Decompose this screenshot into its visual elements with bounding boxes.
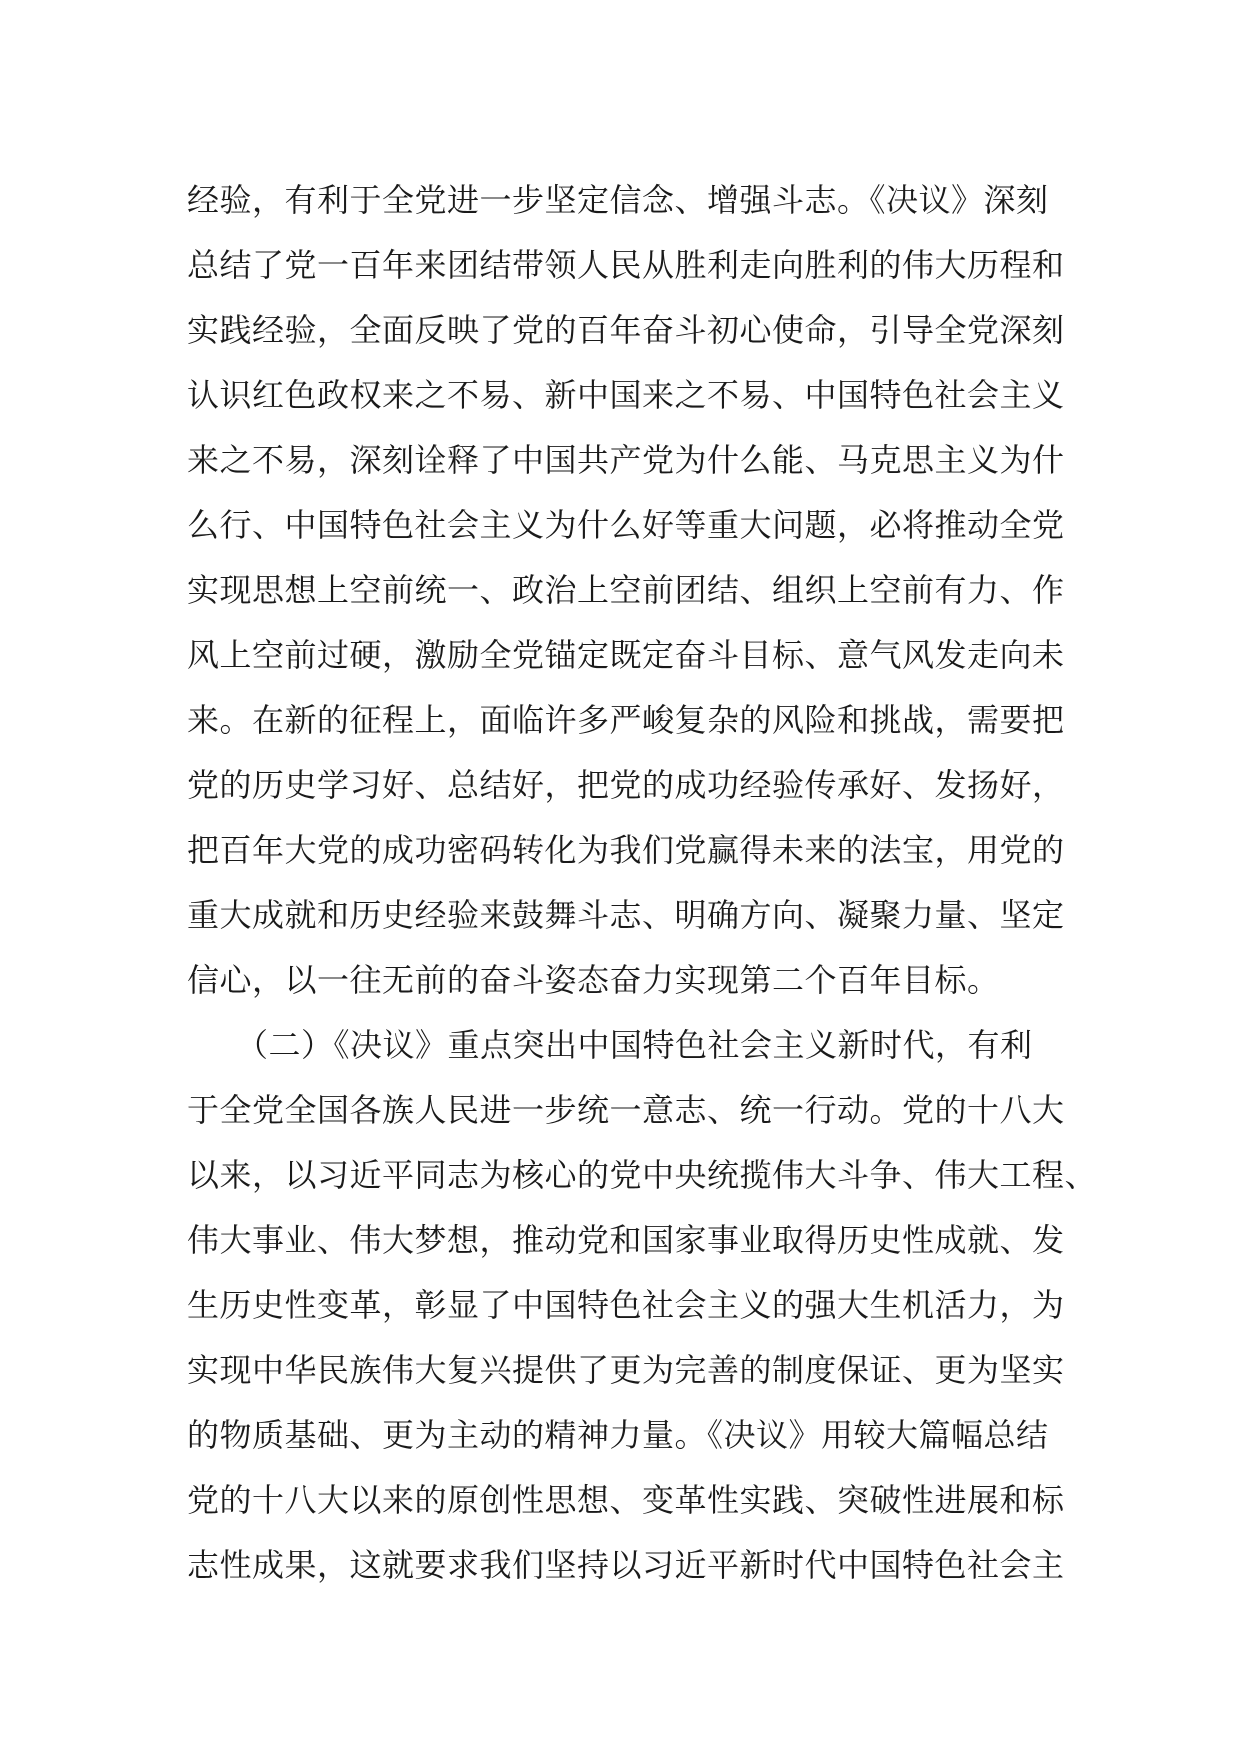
text-line: 志性成果，这就要求我们坚持以习近平新时代中国特色社会主 [187,1546,1065,1584]
text-line: 伟大事业、伟大梦想，推动党和国家事业取得历史性成就、发 [187,1221,1065,1259]
text-line: 生历史性变革，彰显了中国特色社会主义的强大生机活力，为 [187,1286,1065,1324]
text-line: 实现中华民族伟大复兴提供了更为完善的制度保证、更为坚实 [187,1351,1065,1389]
text-line: 来。在新的征程上，面临许多严峻复杂的风险和挑战，需要把 [187,701,1065,739]
text-line: 于全党全国各族人民进一步统一意志、统一行动。党的十八大 [187,1091,1065,1129]
text-line: 实现思想上空前统一、政治上空前团结、组织上空前有力、作 [187,571,1065,609]
text-line: 实践经验，全面反映了党的百年奋斗初心使命，引导全党深刻 [187,311,1065,349]
text-line: 党的十八大以来的原创性思想、变革性实践、突破性进展和标 [187,1481,1065,1519]
text-line: 么行、中国特色社会主义为什么好等重大问题，必将推动全党 [187,506,1065,544]
text-line: 信心，以一往无前的奋斗姿态奋力实现第二个百年目标。 [187,961,1000,999]
text-line: 重大成就和历史经验来鼓舞斗志、明确方向、凝聚力量、坚定 [187,896,1065,934]
text-line: 的物质基础、更为主动的精神力量。《决议》用较大篇幅总结 [187,1416,1049,1454]
text-line: （二）《决议》重点突出中国特色社会主义新时代，有利 [187,1026,1033,1064]
text-line: 总结了党一百年来团结带领人民从胜利走向胜利的伟大历程和 [187,246,1065,284]
text-line: 以来，以习近平同志为核心的党中央统揽伟大斗争、伟大工程、 [187,1156,1098,1194]
text-line: 认识红色政权来之不易、新中国来之不易、中国特色社会主义 [187,376,1065,414]
text-line: 来之不易，深刻诠释了中国共产党为什么能、马克思主义为什 [187,441,1065,479]
text-line: 经验，有利于全党进一步坚定信念、增强斗志。《决议》深刻 [187,181,1049,219]
text-line: 风上空前过硬，激励全党锚定既定奋斗目标、意气风发走向未 [187,636,1065,674]
body-text [187,168,1098,1598]
text-line: 党的历史学习好、总结好，把党的成功经验传承好、发扬好， [187,766,1065,804]
text-line: 把百年大党的成功密码转化为我们党赢得未来的法宝，用党的 [187,831,1065,869]
